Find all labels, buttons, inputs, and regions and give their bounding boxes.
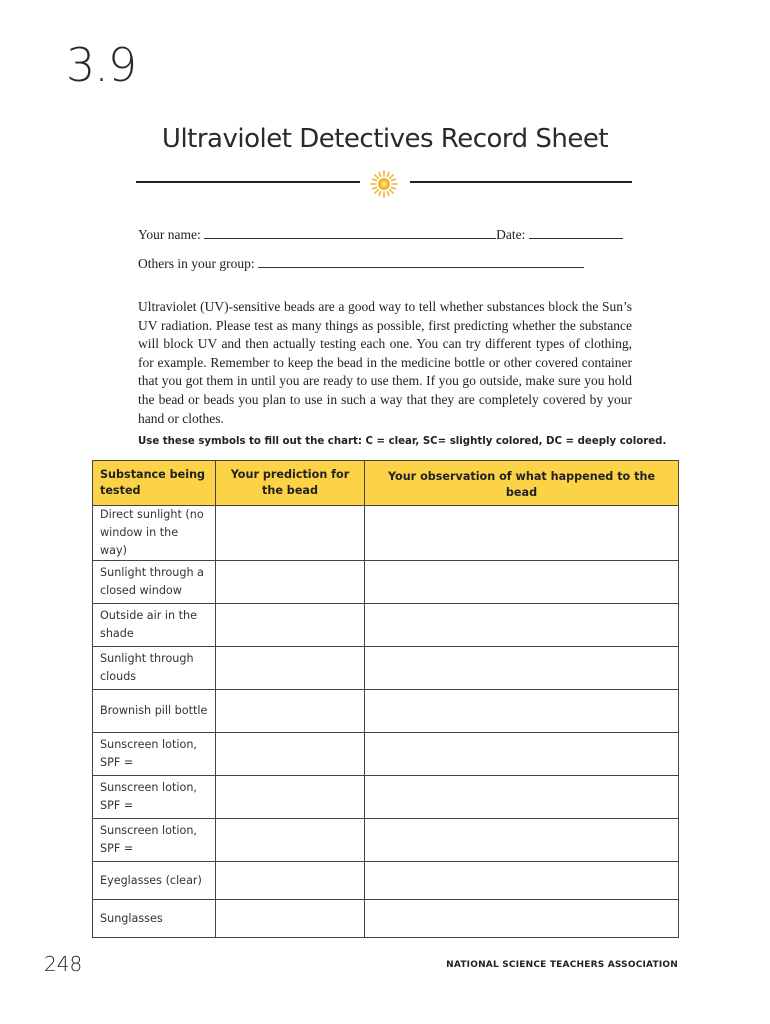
- observation-cell[interactable]: [365, 733, 679, 776]
- date-label: Date:: [496, 227, 526, 242]
- section-number: 3.9: [66, 38, 137, 92]
- prediction-cell[interactable]: [216, 604, 365, 647]
- substance-cell: Sunlight through clouds: [93, 647, 216, 690]
- substance-cell: Sunscreen lotion, SPF =: [93, 819, 216, 862]
- substance-cell: Outside air in the shade: [93, 604, 216, 647]
- observation-cell[interactable]: [365, 604, 679, 647]
- observation-cell[interactable]: [365, 819, 679, 862]
- substance-cell: Sunscreen lotion, SPF =: [93, 733, 216, 776]
- substance-cell: Direct sunlight (no window in the way): [93, 506, 216, 561]
- observation-cell[interactable]: [365, 506, 679, 561]
- intro-paragraph: Ultraviolet (UV)-sensitive beads are a good way to tell whether substances block the Sun’s UV radiation. Please test as many things as possible, first predicting whether the substance will block UV and then actually testing each one. You can try different types of clothing, for example. Remember to keep the bead in the medicine bottle or other covered container that you got them in until you are ready to use them. If you go outside, make sure you hold the bead or beads you plan to use in such a way that they are completely covered by your hand or clothes.: [138, 299, 632, 426]
- table-row: [93, 604, 679, 647]
- prediction-cell[interactable]: [216, 647, 365, 690]
- group-field[interactable]: [258, 255, 584, 268]
- group-line: [138, 255, 584, 272]
- name-date-line: [138, 226, 623, 243]
- header-prediction: Your prediction for the bead: [216, 461, 365, 506]
- prediction-cell[interactable]: [216, 900, 365, 938]
- prediction-cell[interactable]: [216, 819, 365, 862]
- table-row: [93, 900, 679, 938]
- table-row: [93, 819, 679, 862]
- divider-left: [136, 181, 360, 183]
- table-row: [93, 862, 679, 900]
- header-observation: Your observation of what happened to the bead: [365, 461, 679, 506]
- prediction-cell[interactable]: [216, 776, 365, 819]
- name-field[interactable]: [204, 226, 496, 239]
- substance-cell: Sunlight through a closed window: [93, 561, 216, 604]
- table-row: [93, 506, 679, 561]
- observation-cell[interactable]: [365, 647, 679, 690]
- observation-cell[interactable]: [365, 690, 679, 733]
- observation-cell[interactable]: [365, 561, 679, 604]
- table-row: [93, 776, 679, 819]
- substance-cell: Sunscreen lotion, SPF =: [93, 776, 216, 819]
- page-number: 248: [44, 952, 83, 976]
- name-label: Your name:: [138, 227, 201, 242]
- instructions: Use these symbols to fill out the chart: C = clear, SC= slightly colored, DC = deeply colored.: [138, 436, 667, 447]
- table-row: [93, 690, 679, 733]
- observation-cell[interactable]: [365, 900, 679, 938]
- table-row: [93, 647, 679, 690]
- prediction-cell[interactable]: [216, 862, 365, 900]
- prediction-cell[interactable]: [216, 690, 365, 733]
- substance-cell: Brownish pill bottle: [93, 690, 216, 733]
- record-table: [92, 460, 679, 938]
- divider-right: [410, 181, 632, 183]
- publisher-name: NATIONAL SCIENCE TEACHERS ASSOCIATION: [446, 960, 678, 970]
- date-field[interactable]: [529, 226, 623, 239]
- substance-cell: Sunglasses: [93, 900, 216, 938]
- table-row: [93, 733, 679, 776]
- header-substance: Substance being tested: [93, 461, 216, 506]
- table-header-row: [93, 461, 679, 506]
- prediction-cell[interactable]: [216, 733, 365, 776]
- page-title: Ultraviolet Detectives Record Sheet: [161, 124, 609, 154]
- observation-cell[interactable]: [365, 776, 679, 819]
- substance-cell: Eyeglasses (clear): [93, 862, 216, 900]
- group-label: Others in your group:: [138, 256, 255, 271]
- table-row: [93, 561, 679, 604]
- sun-icon: [370, 170, 398, 198]
- prediction-cell[interactable]: [216, 561, 365, 604]
- prediction-cell[interactable]: [216, 506, 365, 561]
- observation-cell[interactable]: [365, 862, 679, 900]
